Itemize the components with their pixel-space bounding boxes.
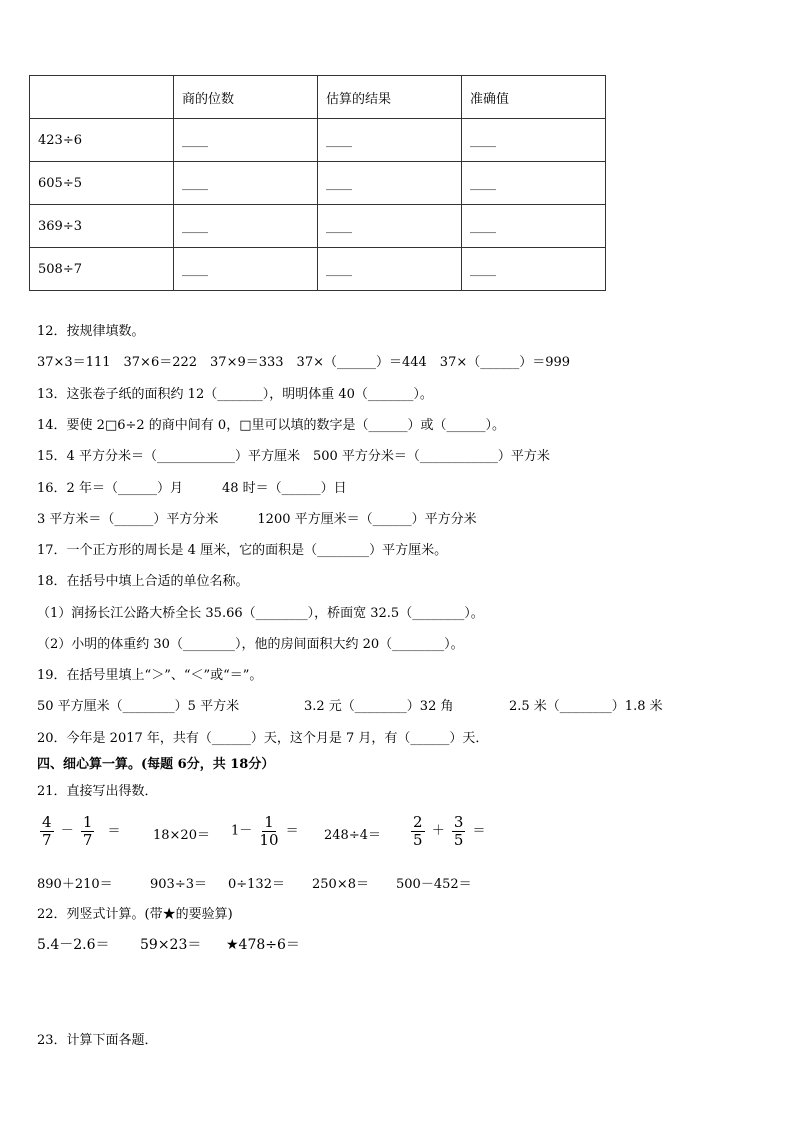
question-16-line1: 16．2 年＝（______）月 48 时＝（______）日 [37, 481, 347, 496]
table-blank-cell[interactable]: ____ [318, 162, 462, 205]
question-15: 15．4 平方分米＝（____________）平方厘米 500 平方分米＝（____________）平方米 [37, 449, 550, 464]
question-21-expr-2: 18×20＝ [153, 828, 210, 843]
denominator: 5 [413, 830, 423, 849]
section-4-heading: 四、细心算一算。(每题 6分，共 18分） [37, 757, 275, 772]
table-blank-cell[interactable]: ____ [174, 248, 318, 291]
question-20: 20．今年是 2017 年，共有（______）天，这个月是 7 月，有（______）天． [37, 731, 489, 746]
table-blank-cell[interactable]: ____ [462, 205, 606, 248]
question-12-title: 12．按规律填数。 [37, 324, 145, 339]
question-19-b: 3.2 元（________）32 角 [304, 699, 454, 714]
numerator: 2 [413, 813, 423, 831]
table-header-cell [30, 76, 174, 119]
table-blank-cell[interactable]: ____ [174, 119, 318, 162]
fraction [40, 814, 54, 848]
fraction [259, 814, 278, 848]
table-header-cell: 商的位数 [174, 76, 318, 119]
table-expr-cell: 369÷3 [30, 205, 174, 248]
denominator: 5 [453, 830, 464, 849]
question-19-title: 19．在括号里填上“＞”、“＜”或“＝”。 [37, 668, 263, 683]
question-18-item1: （1）润扬长江公路大桥全长 35.66（________），桥面宽 32.5（________）。 [37, 606, 484, 621]
question-21-expr-4: 248÷4＝ [324, 828, 381, 843]
table-blank-cell[interactable]: ____ [318, 205, 462, 248]
equals: ＝ [107, 823, 121, 839]
table-header-cell: 准确值 [462, 76, 606, 119]
table-header-row [30, 76, 606, 119]
table-row [30, 119, 606, 162]
fraction [81, 814, 95, 848]
question-17: 17．一个正方形的周长是 4 厘米，它的面积是（________）平方厘米。 [37, 543, 448, 558]
question-21-row2-item: 890＋210＝ [37, 877, 113, 892]
question-21-fraction-1 [37, 814, 121, 848]
question-21-row2-item: 903÷3＝ [150, 877, 207, 892]
question-21-row2-item: 250×8＝ [312, 877, 369, 892]
fraction [452, 814, 466, 848]
denominator: 10 [259, 830, 279, 849]
equals: ＝ [472, 823, 486, 839]
fraction [411, 814, 425, 848]
numerator: 4 [42, 813, 52, 831]
table-blank-cell[interactable]: ____ [462, 162, 606, 205]
question-18-item2: （2）小明的体重约 30（________），他的房间面积大约 20（________）。 [37, 637, 464, 652]
question-14: 14．要使 2□6÷2 的商中间有 0，□里可以填的数字是（______）或（______）。 [37, 418, 505, 433]
question-12-line: 37×3＝111 37×6＝222 37×9＝333 37×（______）＝444 37×（______）＝999 [37, 355, 571, 370]
table-expr-cell: 508÷7 [30, 248, 174, 291]
table-row [30, 162, 606, 205]
question-21-row2-item: 500－452＝ [396, 877, 472, 892]
table-blank-cell[interactable]: ____ [174, 205, 318, 248]
denominator: 7 [82, 830, 93, 849]
table-expr-cell: 423÷6 [30, 119, 174, 162]
table-blank-cell[interactable]: ____ [318, 248, 462, 291]
question-16-line2: 3 平方米＝（______）平方分米 1200 平方厘米＝（______）平方分米 [37, 512, 477, 527]
table-expr-cell: 605÷5 [30, 162, 174, 205]
table-blank-cell[interactable]: ____ [318, 119, 462, 162]
question-21-row2-item: 0÷132＝ [228, 877, 285, 892]
table-blank-cell[interactable]: ____ [462, 248, 606, 291]
table-header-cell: 估算的结果 [318, 76, 462, 119]
question-21-title: 21．直接写出得数． [37, 784, 158, 799]
equals: ＝ [285, 823, 299, 839]
question-22-item: 5.4－2.6＝ [37, 937, 110, 953]
division-table [29, 75, 606, 291]
numerator: 1 [264, 813, 274, 831]
question-21-fraction-5 [408, 814, 486, 848]
question-22-item: ★478÷6＝ [226, 937, 300, 953]
numerator: 1 [82, 813, 93, 831]
question-18-title: 18．在括号中填上合适的单位名称。 [37, 574, 249, 589]
question-19-c: 2.5 米（________）1.8 米 [509, 699, 663, 714]
table-row [30, 205, 606, 248]
operator: － [60, 823, 74, 839]
numerator: 3 [453, 813, 464, 831]
prefix: 1－ [231, 823, 253, 839]
table-row [30, 248, 606, 291]
table-blank-cell[interactable]: ____ [174, 162, 318, 205]
denominator: 7 [42, 830, 52, 849]
question-19-a: 50 平方厘米（________）5 平方米 [37, 699, 240, 714]
operator: ＋ [431, 823, 445, 839]
question-22-item: 59×23＝ [140, 937, 202, 953]
table-blank-cell[interactable]: ____ [462, 119, 606, 162]
question-22-title: 22．列竖式计算。(带★的要验算) [37, 907, 233, 922]
question-23: 23．计算下面各题． [37, 1033, 158, 1048]
question-21-fraction-3 [231, 814, 299, 848]
question-13: 13．这张卷子纸的面积约 12（_______），明明体重 40（_______）。 [37, 387, 433, 402]
